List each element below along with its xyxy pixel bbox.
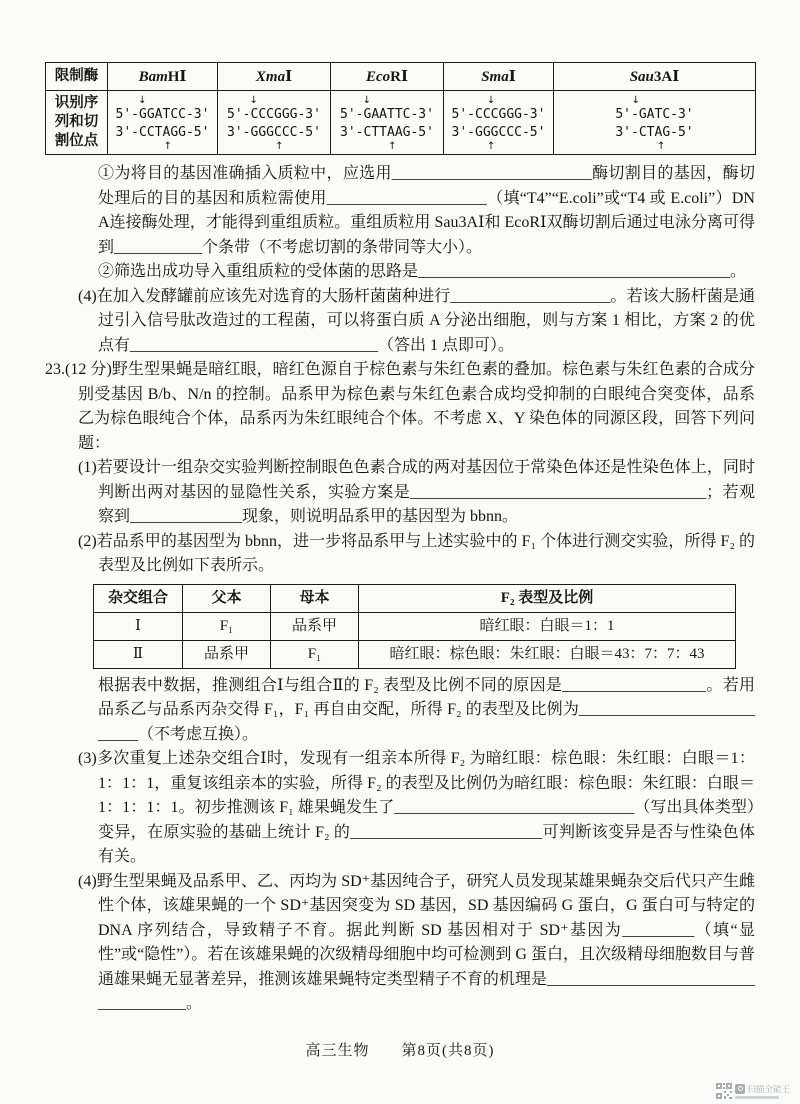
dna-sequence-text: 5'-CCCGGG-3' ↓ [227,95,321,122]
cut-site-arrow: ↑ [486,141,496,152]
cut-site-arrow: ↓ [362,95,371,106]
dna-strand [333,95,441,123]
enzyme-name: SmaⅠ [444,63,554,91]
dna-strand [556,95,753,123]
dna-sequence-cell [108,91,218,155]
step-2-paragraph: ②筛选出成功导入重组质粒的受体菌的思路是_______________________________________。 [98,263,747,280]
enzyme-name: Sau3AⅠ [554,63,756,91]
dna-strand [110,123,215,152]
table-cell: 品系甲 [271,612,359,640]
camscanner-watermark [716,1083,790,1100]
sub-question-4-paragraph: (4)在加入发酵罐前应该先对选育的大肠杆菌菌种进行____________________。若该大肠杆菌是通过引入信号肽改造过的工程菌，可以将蛋白质 A 分泌出细胞，则与方案 1 相比，方案 2 的优点有_______________________________（答出 1 点即可）。 [78,287,755,354]
dna-sequence-cell [218,91,331,155]
table-cell: 品系甲 [183,640,271,668]
table-cell: Ⅱ [94,640,183,668]
enzyme-name: XmaⅠ [218,63,331,91]
q23-sub-question-2: (2)若品系甲的基因型为 bbnn，进一步将品系甲与上述实验中的 F₁ 个体进行测交实验，所得 F₂ 的表型及比例如下表所示。 [78,532,755,574]
column-header: 父本 [183,584,271,612]
question-23-intro: 23.(12 分)野生型果蝇是暗红眼，暗红色源自于棕色素与朱红色素的叠加。棕色素与朱红色素的合成分别受基因 B/b、N/n 的控制。品系甲为棕色素与朱红色素合成均受抑制的白眼纯合突变体，品系乙为棕色眼纯合个体，品系丙为朱红眼纯合个体。不考虑 X、Y 染色体的同源区段，回答下列问题： [45,361,755,452]
q23-sub-question-4: (4)野生型果蝇及品系甲、乙、丙均为 SD⁺基因纯合子，研究人员发现某雄果蝇杂交后代只产生雌性个体，该雄果蝇的一个 SD⁺基因突变为 SD 基因，SD 基因编码 G 蛋白，G 蛋白可与特定的 DNA 序列结合，导致精子不育。据此判断 SD 基因相对于 SD⁺基因为_________（填“显性”或“隐性”）。若在该雄果蝇的次级精母细胞中均可检测到 G 蛋白，且次级精母细胞数目与普通雄果蝇无显著差异，推测该雄果蝇特定类型精子不育的机理是_____________________________________。 [78,872,755,1012]
cut-site-arrow: ↑ [657,141,666,152]
dna-sequence-cell [554,91,756,155]
column-header: 母本 [271,584,359,612]
table-cell: F₁ [183,612,271,640]
table-cell: Ⅰ [94,612,183,640]
cut-site-arrow: ↑ [275,141,284,152]
table-row [94,640,736,668]
dna-strand [446,123,551,152]
cut-site-arrow: ↑ [388,141,397,152]
recognition-site-row-label: 识别序列和切割位点 [46,91,108,155]
footer-page-number: 高三生物 第8页(共8页) [305,1042,495,1059]
cut-site-arrow: ↑ [163,141,172,152]
dna-sequence-text: 5'-CCCGGG-3' ↓ [451,95,546,122]
enzyme-name: EcoRⅠ [331,63,444,91]
q23-sub-question-3: (3)多次重复上述杂交组合Ⅰ时，发现有一组亲本所得 F₂ 为暗红眼：棕色眼：朱红眼：白眼＝1：1：1：1，重复该组亲本的实验，所得 F₂ 的表型及比例仍为暗红眼：棕色眼：朱红眼：白眼＝1：1：1：1。初步推测该 F₁ 雄果蝇发生了______________________________（写出具体类型）变异，在原实验的基础上统计 F₂ 的________________________可判断该变异是否与性染色体有关。 [78,750,755,865]
cut-site-arrow: ↓ [249,95,258,106]
cut-site-arrow: ↓ [138,95,147,106]
step-1-paragraph: ①为将目的基因准确插入质粒中，应选用_________________________酶切割目的基因，酶切处理后的目的基因和质粒需使用____________________（填“T4”“E.coli”或“T4 或 E.coli”）DNA连接酶处理，才能得到重组质粒。重组质粒用 Sau3AⅠ和 EcoRⅠ双酶切割后通过电泳分离可得到___________个条带（不考虑切割的条带同等大小）。 [98,165,755,256]
dna-strand [333,123,441,152]
q23-sub-question-2-continued: 根据表中数据，推测组合Ⅰ与组合Ⅱ的 F₂ 表型及比例不同的原因是__________________。若用品系乙与品系丙杂交得 F₁，F₁ 再自由交配，所得 F₂ 的表型及比例为___________________________（不考虑互换）。 [98,676,755,743]
cut-site-arrow: ↓ [486,95,496,106]
enzyme-name: BamHⅠ [108,63,218,91]
dna-sequence-cell [444,91,554,155]
dna-strand [110,95,215,123]
cut-site-arrow: ↓ [631,95,640,106]
dna-strand [220,123,328,152]
q23-sub-question-1: (1)若要设计一组杂交实验判断控制眼色色素合成的两对基因位于常染色体还是性染色体上，同时判断出两对基因的显隐性关系，实验方案是_____________________________________；若观察到______________现象，则说明品系甲的基因型为 bbnn。 [78,459,755,525]
column-header: 杂交组合 [94,584,183,612]
enzyme-column-header: 限制酶 [46,63,108,91]
question-body [45,162,755,1017]
table-cell: 暗红眼：白眼＝1：1 [359,612,736,640]
dna-strand [220,95,328,123]
qr-code-icon [716,1083,732,1099]
dna-sequence-cell [331,91,444,155]
table-cell: 暗红眼：棕色眼：朱红眼：白眼＝43：7：7：43 [359,640,736,668]
table-cell: F₁ [271,640,359,668]
camscanner-logo-icon [735,1084,745,1094]
dna-sequence-text: 3'-CTAG-5' ↑ [615,125,694,152]
dna-sequence-text: 5'-GAATTC-3' ↓ [340,95,434,122]
enzyme-table [45,62,756,155]
dna-sequence-text: 3'-CTTAAG-5' ↑ [340,125,434,152]
dna-sequence-text: 3'-CCTAGG-5' ↑ [115,125,210,152]
column-header: F₂ 表型及比例 [359,584,736,612]
dna-sequence-text: 3'-GGGCCC-5' ↑ [227,125,321,152]
dna-sequence-text: 5'-GATC-3' ↓ [615,95,694,122]
dna-strand [446,95,551,123]
dna-strand [556,123,753,152]
watermark-subtext-bar [735,1096,779,1100]
cross-combination-table [93,584,736,669]
table-header-row [94,584,736,612]
dna-sequence-text: 5'-GGATCC-3' ↓ [115,95,210,122]
watermark-label: 扫描全能王 [747,1083,790,1094]
dna-sequence-text: 3'-GGGCCC-5' ↑ [451,125,546,152]
table-row [94,612,736,640]
